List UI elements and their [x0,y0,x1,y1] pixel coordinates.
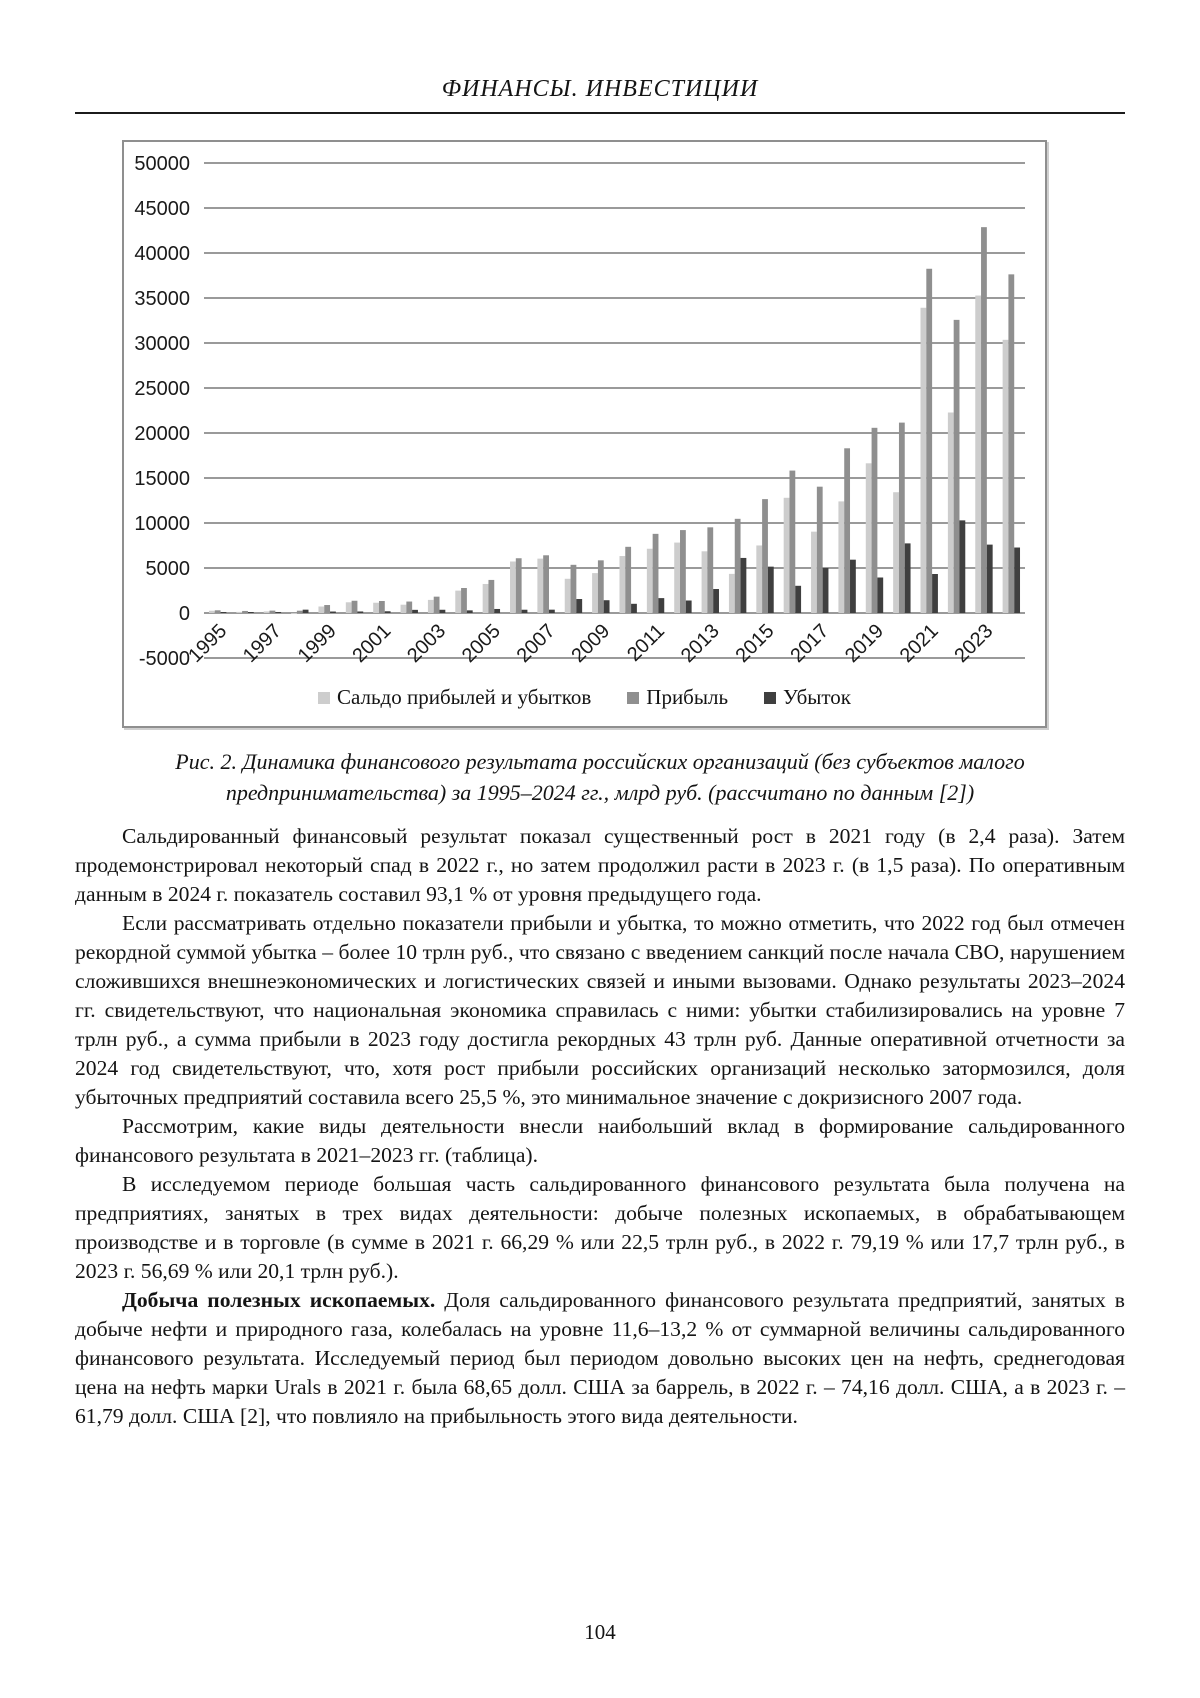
bar-2021 [926,269,932,613]
bar-2023 [981,227,987,613]
bar-2018 [838,501,844,613]
bar-2016 [795,586,801,613]
chart-legend [124,685,1045,710]
svg-text:2015: 2015 [731,619,779,668]
bar-2012 [680,530,686,613]
bar-2002 [401,605,407,613]
bar-chart [124,142,1045,682]
bar-2011 [658,598,664,613]
x-tick-label [184,620,231,667]
bar-2021 [921,308,927,613]
svg-text:2013: 2013 [676,619,724,668]
bar-2006 [516,558,522,613]
bar-2005 [488,580,494,613]
bar-2009 [592,573,598,613]
bar-2022 [954,320,960,613]
bar-1997 [264,611,270,613]
bar-2023 [987,545,993,613]
x-tick-label [403,620,450,667]
paragraph-3: Рассмотрим, какие виды деятельности внесли наибольший вклад в формирование сальдированного финансового результата в 2021–2023 гг. (таблица). [75,1114,1125,1167]
bar-2000 [346,602,352,613]
y-tick-label: -5000 [138,648,190,670]
bar-2017 [823,568,829,613]
bar-2024 [1014,548,1020,613]
bar-1999 [318,606,324,613]
bar-2008 [576,599,582,613]
bar-2001 [379,601,385,613]
bar-1999 [324,605,330,613]
paragraph-5-text: Доля сальдированного финансового результата предприятий, занятых в добыче нефти и природного газа, колебалась на уровне 11,6–13,2 % от суммарной величины сальдированного финансового результата. Исследуемый период был периодом довольно высоких цен на нефть, среднегодовая цена на нефть марки Urals в 2021 г. была 68,65 долл. США за баррель, в 2022 г. – 74,16 долл. США, а в 2023 г. – 61,79 долл. США [2], что повлияло на прибыльность этого вида деятельности. [75,1288,1125,1428]
y-tick-label: 15000 [134,468,190,490]
bar-2022 [959,520,965,613]
svg-text:2009: 2009 [567,619,615,668]
bar-2003 [440,610,446,613]
bar-1996 [248,612,254,613]
svg-text:1997: 1997 [238,619,286,668]
y-tick-label: 0 [178,603,190,625]
bar-2005 [494,609,500,613]
svg-text:2011: 2011 [623,619,670,666]
bar-1995 [215,610,221,613]
bar-1995 [209,611,215,613]
y-tick-label: 35000 [134,288,190,310]
bar-2001 [385,611,391,613]
x-tick-label [567,620,614,667]
x-tick-label [896,620,943,667]
bar-2002 [406,602,412,613]
bar-1997 [270,611,276,613]
x-tick-label [623,620,669,666]
bar-2004 [461,588,467,613]
paragraph-1: Сальдированный финансовый результат показал существенный рост в 2021 году (в 2,4 раза). Затем продемонстрировал некоторый спад в 2022 г., но затем продолжил расти в 2023 г. (в 1,5 раза). По оперативным данным в 2024 г. показатель составил 93,1 % от уровня предыдущего года. [75,824,1125,906]
bar-2009 [604,600,610,613]
svg-text:1995: 1995 [184,619,232,668]
legend-swatch-icon [764,692,776,704]
bar-1999 [330,612,336,613]
x-tick-label [950,620,997,667]
y-tick-label: 45000 [134,198,190,220]
bar-1996 [236,612,242,613]
svg-text:2019: 2019 [841,619,889,668]
bar-2019 [877,578,883,614]
bar-2016 [784,498,790,613]
bar-2003 [428,600,434,613]
bar-2010 [619,556,625,613]
x-tick-label [841,620,888,667]
bar-2012 [674,543,680,613]
svg-text:2007: 2007 [512,619,560,668]
bar-2007 [543,555,549,613]
bar-2006 [522,610,528,613]
figure-caption-line1: Рис. 2. Динамика финансового результата российских организаций (без субъектов малого [175,749,1025,774]
article-body [75,822,1125,1431]
bar-2008 [565,579,571,613]
y-tick-label: 25000 [134,378,190,400]
svg-text:2021: 2021 [895,619,943,668]
bar-2019 [866,463,872,613]
legend-swatch-icon [627,692,639,704]
bar-2021 [932,574,938,613]
header-rule [75,112,1125,114]
x-tick-label [294,620,341,667]
bar-2010 [625,547,631,613]
legend-item [627,685,728,710]
bar-2015 [762,499,768,613]
bar-2017 [817,487,823,613]
y-tick-label: 10000 [134,513,190,535]
x-tick-label [732,620,779,667]
bar-1997 [275,612,281,613]
y-tick-label: 20000 [134,423,190,445]
x-tick-label [348,620,395,667]
bar-2018 [850,560,856,613]
bar-2009 [598,560,604,613]
bar-2004 [455,591,461,613]
bar-1998 [291,613,297,614]
paragraph-5-lead: Добыча полезных ископаемых. [122,1288,436,1312]
bar-2007 [549,610,555,613]
y-tick-label: 40000 [134,243,190,265]
legend-label: Прибыль [646,685,729,709]
legend-item [764,685,851,710]
bar-2019 [872,428,878,613]
bar-2018 [844,448,850,613]
bar-2003 [434,597,440,613]
svg-text:2005: 2005 [457,619,505,668]
bar-2013 [707,527,713,613]
legend-label: Сальдо прибылей и убытков [336,685,592,709]
svg-text:2023: 2023 [950,619,998,668]
bar-2014 [741,558,747,613]
svg-text:1999: 1999 [293,619,341,668]
x-tick-label [513,620,560,667]
y-tick-label: 50000 [134,153,190,175]
svg-text:2003: 2003 [403,619,451,668]
bar-2014 [735,519,741,613]
page-number: 104 [584,1620,616,1644]
legend-swatch-icon [318,692,330,704]
paragraph-5 [75,1286,1125,1431]
bar-2008 [571,565,577,613]
bar-1995 [221,612,227,613]
bar-2015 [756,545,762,613]
bar-2016 [789,471,795,613]
figure-caption [100,746,1100,808]
x-tick-label [677,620,724,667]
bar-2012 [686,601,692,614]
journal-section-header: ФИНАНСЫ. ИНВЕСТИЦИИ [441,76,759,102]
chart-svg [124,142,1045,682]
bar-2022 [948,413,954,614]
bar-2001 [373,603,379,613]
bar-2011 [647,549,653,613]
legend-item [318,685,591,710]
bar-2023 [975,296,981,613]
bar-2007 [537,559,543,613]
x-tick-label [786,620,833,667]
bar-2017 [811,532,817,613]
bar-2000 [357,611,363,613]
bar-2024 [1008,274,1014,613]
svg-text:2001: 2001 [348,619,396,668]
bar-2014 [729,574,735,613]
bar-2020 [893,492,899,613]
paragraph-4: В исследуемом периоде большая часть сальдированного финансового результата была получена на предприятиях, занятых в трех видах деятельности: добыче полезных ископаемых, в обрабатывающем производстве и в торговле (в сумме в 2021 г. 66,29 % или 22,5 трлн руб., в 2022 г. 79,19 % или 17,7 трлн руб., в 2023 г. 56,69 % или 20,1 трлн руб.). [75,1172,1125,1283]
x-tick-label [458,620,505,667]
bar-2013 [713,589,719,613]
bar-1998 [297,611,303,613]
bar-2006 [510,562,516,614]
svg-text:2017: 2017 [786,619,834,668]
figure-2-chart-frame [122,140,1047,728]
bar-2013 [702,551,708,613]
bar-2004 [467,610,473,613]
bar-2000 [352,601,358,613]
x-tick-label [239,620,286,667]
figure-caption-line2: предпринимательства) за 1995–2024 гг., млрд руб. (рассчитано по данным [2]) [225,780,975,805]
y-tick-label: 5000 [145,558,190,580]
paragraph-2: Если рассматривать отдельно показатели прибыли и убытка, то можно отметить, что 2022 год был отмечен рекордной суммой убытка – более 10 трлн руб., что связано с введением санкций после начала СВО, нарушением сложившихся внешнеэкономических и логистических связей и иными вызовами. Однако результаты 2023–2024 гг. свидетельствуют, что национальная экономика справилась с ними: убытки стабилизировались на уровне 7 трлн руб., а сумма прибыли в 2023 году достигла рекордных 43 трлн руб. Данные оперативной отчетности за 2024 год свидетельствуют, что, хотя рост прибыли российских организаций несколько затормозился, доля убыточных предприятий составила всего 25,5 %, это минимальное значение с докризисного 2007 года. [75,911,1125,1109]
bar-2020 [899,423,905,613]
bar-2011 [653,534,659,613]
bar-1998 [303,610,309,613]
bar-1996 [242,611,248,613]
bar-2005 [483,584,489,613]
bar-2002 [412,610,418,613]
bar-2015 [768,567,774,613]
y-tick-label: 30000 [134,333,190,355]
bar-2024 [1003,340,1009,613]
legend-label: Убыток [783,685,851,709]
bar-2020 [905,543,911,613]
bar-2010 [631,604,637,613]
